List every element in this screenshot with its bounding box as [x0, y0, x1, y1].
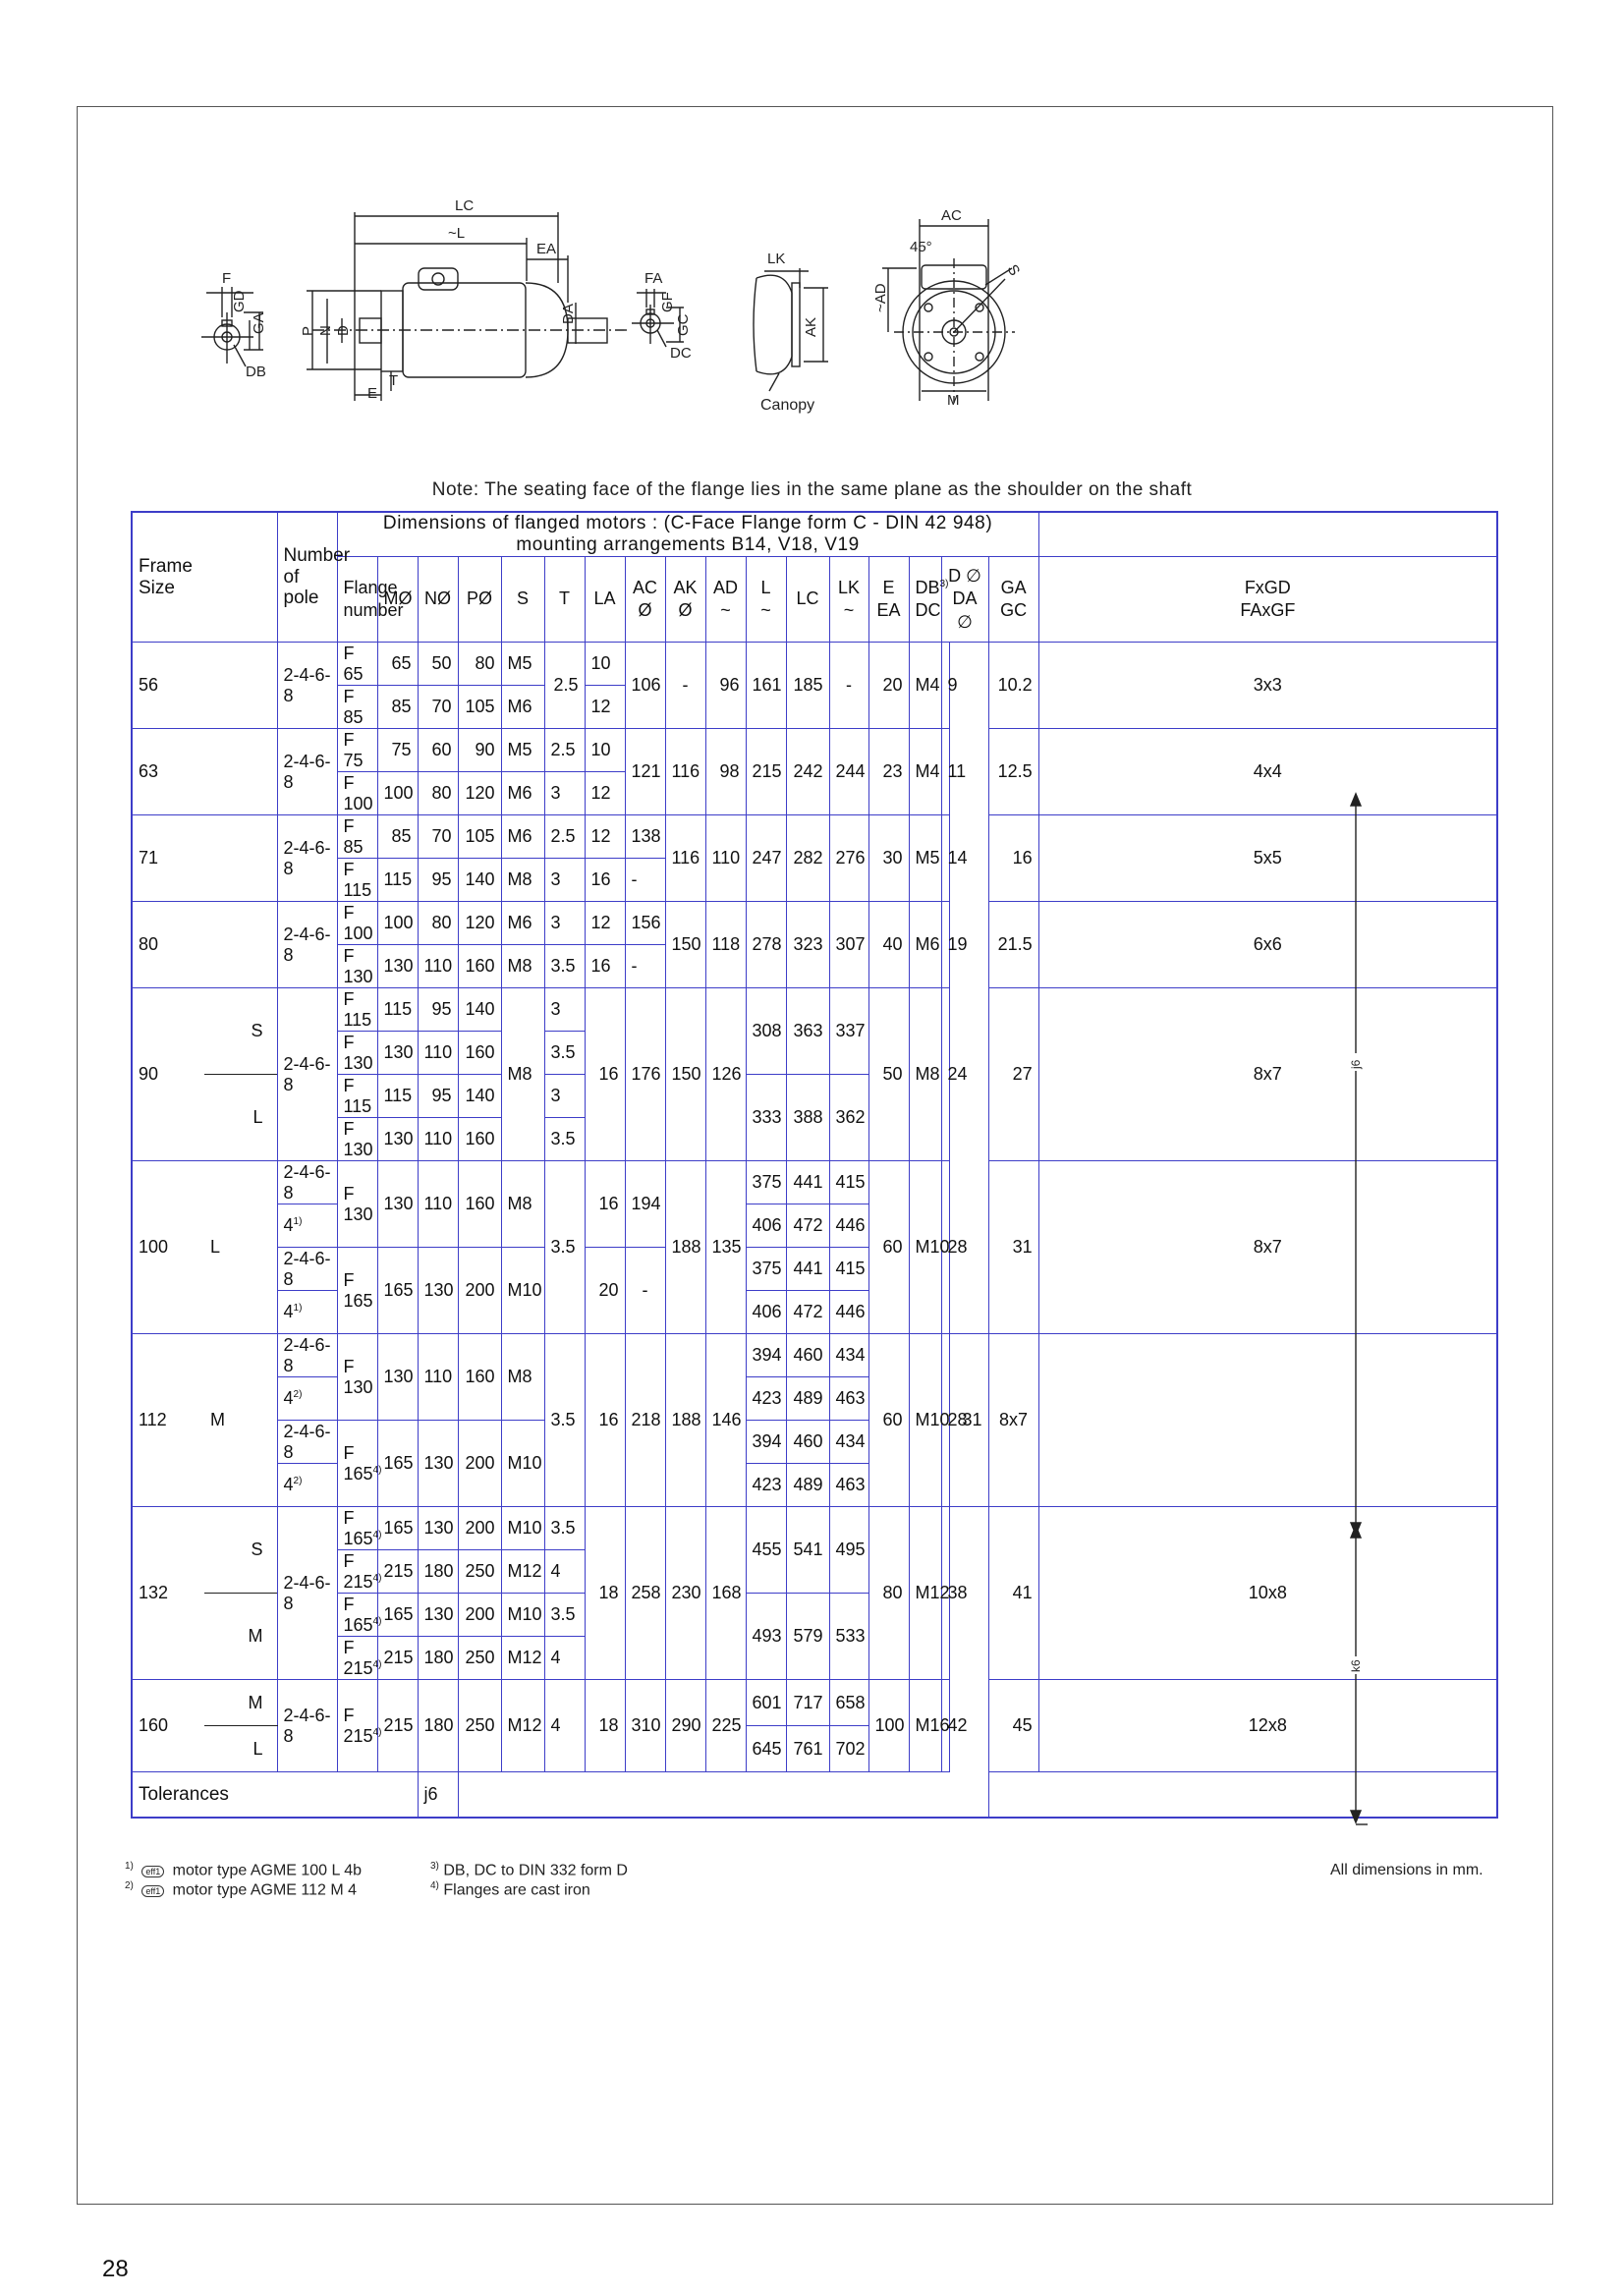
table-row: F 85 85 70 105 M6 12 [132, 686, 1497, 729]
label-ad: ~AD [872, 283, 889, 312]
table-row: 90 S 2-4-6-8 F 115 115 95 140 M8 3 16 176 150 126 308 363 337 50 M8 24 27 8x7 [132, 988, 1497, 1032]
table-row: 4$^{2)}$ 423 489 463 [132, 1464, 1497, 1507]
col-flange: Flange number [337, 557, 377, 643]
col-ac: AC Ø [625, 557, 665, 643]
col-mo: MØ [377, 557, 418, 643]
table-row: 4$^{1)}$ 406 472 446 [132, 1204, 1497, 1248]
label-ga: GA [251, 312, 267, 334]
table-row: F 100 100 80 120 M6 3 12 [132, 772, 1497, 815]
label-l: ~L [448, 225, 466, 242]
table-row: F 215$^{4)}$ 215 180 250 M12 4 [132, 1637, 1497, 1680]
label-t: T [389, 372, 399, 389]
col-lc: LC [786, 557, 829, 643]
technical-drawings [77, 106, 1553, 499]
label-fa: FA [644, 270, 663, 287]
label-gd: GD [231, 290, 248, 312]
label-p: P [300, 325, 316, 336]
label-db: DB [246, 364, 266, 380]
motor-side-view [307, 212, 627, 401]
table-row: F 130 130 110 160 3.5 [132, 1032, 1497, 1075]
dimensions-table [131, 511, 1498, 1819]
label-canopy: Canopy [760, 397, 815, 414]
tolerances-value: j6 [418, 1772, 458, 1819]
col-no: NØ [418, 557, 458, 643]
col-e: E EA [868, 557, 909, 643]
table-title: Dimensions of flanged motors : (C-Face Flange form C - DIN 42 948) mounting arrangements B14, V18, V19 [337, 512, 1038, 557]
footnote-2: $^{2)}$ eff1 motor type AGME 112 M 4 [125, 1880, 358, 1899]
col-t: T [544, 557, 585, 643]
label-gf: GF [659, 292, 676, 312]
col-po: PØ [458, 557, 501, 643]
label-ac: AC [941, 207, 962, 224]
label-e: E [367, 385, 378, 402]
footnote-4: $^{4)}$ Flanges are cast iron [430, 1880, 590, 1899]
col-number-of-pole: Number of pole [277, 512, 337, 643]
page-number: 28 [102, 2256, 129, 2282]
table-row: 132 S 2-4-6-8 F 165$^{4)}$ 165 130 200 M10 3.5 18 258 230 168 455 541 495 80 M12 38 41 10x8 [132, 1507, 1497, 1550]
col-db: DB$^{3)}$ DC [909, 557, 941, 643]
eff1-badge-icon: eff1 [141, 1885, 164, 1897]
label-ak: AK [803, 316, 819, 337]
table-row: 63 2-4-6-8 F 75 75 60 90 M5 2.5 10 121 116 98 215 242 244 23 M4 11 12.5 4x4 [132, 729, 1497, 772]
table-row: 80 2-4-6-8 F 100 100 80 120 M6 3 12 156 150 118 278 323 307 40 M6 19 21.5 6x6 [132, 902, 1497, 945]
label-d: D [335, 325, 352, 336]
label-lk: LK [767, 251, 786, 267]
table-row: 4$^{1)}$ 406 472 446 [132, 1291, 1497, 1334]
label-s: S [1003, 261, 1024, 279]
j6-label: j6 [1349, 1059, 1363, 1069]
label-lc: LC [455, 197, 475, 214]
col-s: S [501, 557, 544, 643]
tolerance-arrows [1344, 786, 1368, 1827]
table-row: L F 115 115 95 140 3 333 388 362 [132, 1075, 1497, 1118]
table-row: 2-4-6-8 F 165$^{4)}$ 165 130 200 M10 394 460 434 [132, 1421, 1497, 1464]
table-row: 112 M 2-4-6-8 F 130 130 110 160 M8 3.5 16 218 188 146 394 460 434 60 M10 28 31 8x7 [132, 1334, 1497, 1377]
table-row: 2-4-6-8 F 165 165 130 200 M10 20 - 375 441 415 [132, 1248, 1497, 1291]
table-row: 4$^{2)}$ 423 489 463 [132, 1377, 1497, 1421]
label-n: N [317, 325, 334, 336]
label-angle: 45° [910, 239, 932, 255]
eff1-badge-icon: eff1 [141, 1866, 164, 1877]
table-row: 100 L 2-4-6-8 F 130 130 110 160 M8 3.5 16 194 188 135 375 441 415 60 M10 28 31 8x7 [132, 1161, 1497, 1204]
col-ad: AD ~ [705, 557, 746, 643]
k6-label: k6 [1349, 1659, 1363, 1672]
col-l: L ~ [746, 557, 786, 643]
tolerances-label: Tolerances [132, 1772, 418, 1819]
col-ak: AK Ø [665, 557, 705, 643]
front-view [882, 219, 1015, 403]
table-row: 56 2-4-6-8 F 65 65 50 80 M5 2.5 10 106 - 96 161 185 - 20 M4 9 10.2 3x3 [132, 643, 1497, 686]
table-row: F 215$^{4)}$ 215 180 250 M12 4 [132, 1550, 1497, 1594]
label-gc: GC [675, 313, 692, 336]
table-row: F 130 130 110 160 M8 3.5 16 - [132, 945, 1497, 988]
label-ea: EA [536, 241, 557, 257]
table-row: F 115 115 95 140 M8 3 16 - [132, 859, 1497, 902]
col-ga: GA GC [988, 557, 1038, 643]
footnote-3: $^{3)}$ DB, DC to DIN 332 form D [430, 1861, 628, 1879]
table-row: 71 2-4-6-8 F 85 85 70 105 M6 2.5 12 138 116 110 247 282 276 30 M5 14 16 5x5 [132, 815, 1497, 859]
table-row: L 645 761 702 [132, 1726, 1497, 1772]
label-da: DA [560, 304, 577, 324]
units-note: All dimensions in mm. [1330, 1862, 1484, 1878]
footnote-1: $^{1)}$ eff1 motor type AGME 100 L 4b [125, 1861, 363, 1879]
note: Note: The seating face of the flange lies in the same plane as the shoulder on the shaft [431, 479, 1193, 500]
label-dc: DC [670, 345, 692, 362]
table-row: F 130 130 110 160 3.5 [132, 1118, 1497, 1161]
col-la: LA [585, 557, 625, 643]
table-row: 160 M 2-4-6-8 F 215$^{4)}$ 215 180 250 M12 4 18 310 290 225 601 717 658 100 M16 42 45 12x8 [132, 1680, 1497, 1726]
label-m: M [947, 392, 960, 409]
col-d: D ∅ DA ∅ [941, 557, 988, 643]
table-row: M F 165$^{4)}$ 165 130 200 M10 3.5 493 579 533 [132, 1594, 1497, 1637]
col-frame-size: Frame Size [132, 512, 277, 643]
col-fx: FxGD FAxGF [1038, 557, 1497, 643]
col-lk: LK ~ [829, 557, 868, 643]
tolerances-row [132, 1772, 1497, 1819]
label-f: F [222, 270, 232, 287]
